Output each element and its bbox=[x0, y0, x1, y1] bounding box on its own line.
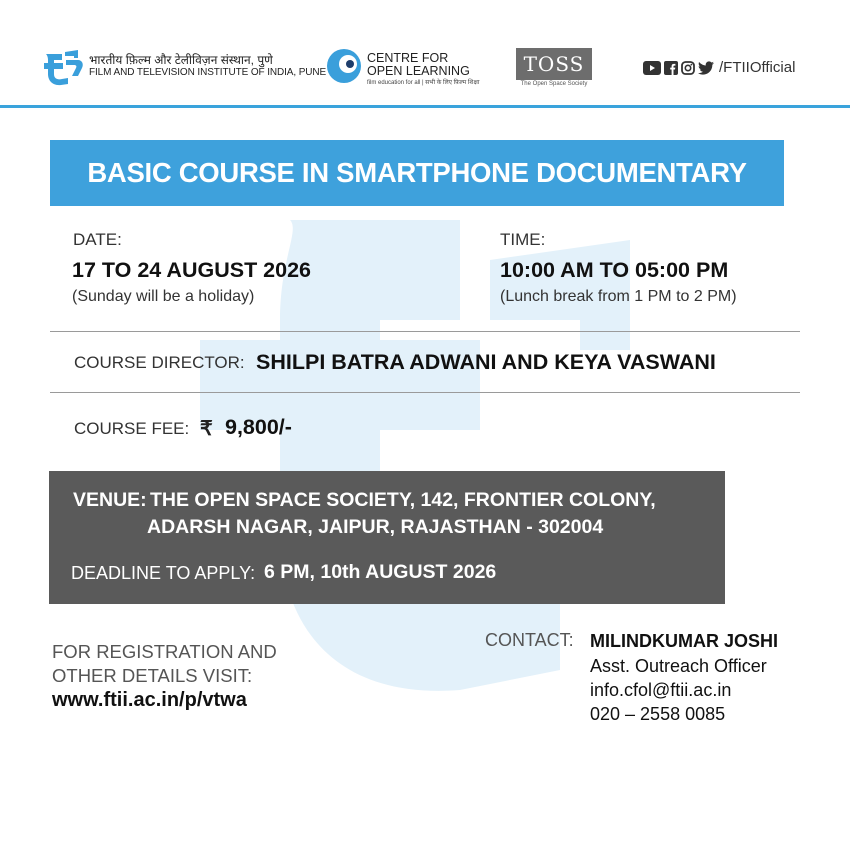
ftii-name-hindi: भारतीय फ़िल्म और टेलीविज़न संस्थान, पुणे bbox=[89, 53, 273, 67]
date-value: 17 TO 24 AUGUST 2026 bbox=[72, 258, 311, 282]
fee-label: COURSE FEE: bbox=[74, 419, 190, 438]
toss-logo: TOSS bbox=[516, 48, 592, 80]
toss-tagline: The Open Space Society bbox=[520, 81, 588, 87]
course-title: BASIC COURSE IN SMARTPHONE DOCUMENTARY bbox=[87, 157, 747, 188]
divider-2 bbox=[50, 392, 800, 393]
time-note: (Lunch break from 1 PM to 2 PM) bbox=[500, 288, 737, 305]
social-icons bbox=[643, 60, 714, 76]
cfol-name-line1: CENTRE FOR bbox=[367, 51, 449, 65]
cfol-name-line2: OPEN LEARNING bbox=[367, 64, 470, 78]
ftii-logo-icon bbox=[44, 46, 84, 86]
venue-label: VENUE: bbox=[73, 489, 147, 511]
youtube-icon[interactable] bbox=[643, 61, 661, 75]
fee-value: 9,800/- bbox=[225, 415, 292, 439]
instagram-icon[interactable] bbox=[681, 61, 695, 75]
time-value: 10:00 AM TO 05:00 PM bbox=[500, 258, 729, 282]
date-note: (Sunday will be a holiday) bbox=[72, 288, 255, 305]
facebook-icon[interactable] bbox=[664, 61, 678, 75]
contact-email[interactable]: info.cfol@ftii.ac.in bbox=[590, 680, 732, 700]
venue-line2: ADARSH NAGAR, JAIPUR, RAJASTHAN - 302004 bbox=[147, 516, 604, 538]
director-label: COURSE DIRECTOR: bbox=[74, 353, 245, 372]
twitter-icon[interactable] bbox=[698, 61, 714, 75]
header-divider bbox=[0, 105, 850, 108]
social-handle[interactable]: /FTIIOfficial bbox=[719, 59, 796, 76]
contact-name: MILINDKUMAR JOSHI bbox=[590, 631, 778, 651]
time-label: TIME: bbox=[500, 230, 546, 249]
deadline-value: 6 PM, 10th AUGUST 2026 bbox=[264, 561, 497, 583]
divider-1 bbox=[50, 331, 800, 332]
registration-line2: OTHER DETAILS VISIT: bbox=[52, 665, 253, 686]
rupee-icon: ₹ bbox=[200, 418, 213, 440]
ftii-name-english: FILM AND TELEVISION INSTITUTE OF INDIA, PUNE bbox=[89, 67, 327, 78]
contact-role: Asst. Outreach Officer bbox=[590, 656, 767, 676]
venue-line1: THE OPEN SPACE SOCIETY, 142, FRONTIER COLONY, bbox=[150, 489, 656, 511]
registration-link[interactable]: www.ftii.ac.in/p/vtwa bbox=[52, 689, 247, 711]
registration-line1: FOR REGISTRATION AND bbox=[52, 641, 277, 662]
contact-phone[interactable]: 020 – 2558 0085 bbox=[590, 704, 726, 724]
cfol-logo-icon bbox=[326, 48, 362, 84]
director-value: SHILPI BATRA ADWANI AND KEYA VASWANI bbox=[256, 350, 716, 374]
cfol-tagline: film education for all | सभी के लिए फ़िल्म शिक्षा bbox=[367, 80, 480, 86]
deadline-label: DEADLINE TO APPLY: bbox=[71, 563, 256, 583]
date-label: DATE: bbox=[73, 230, 122, 249]
course-title-banner bbox=[50, 140, 784, 206]
contact-label: CONTACT: bbox=[485, 630, 574, 650]
